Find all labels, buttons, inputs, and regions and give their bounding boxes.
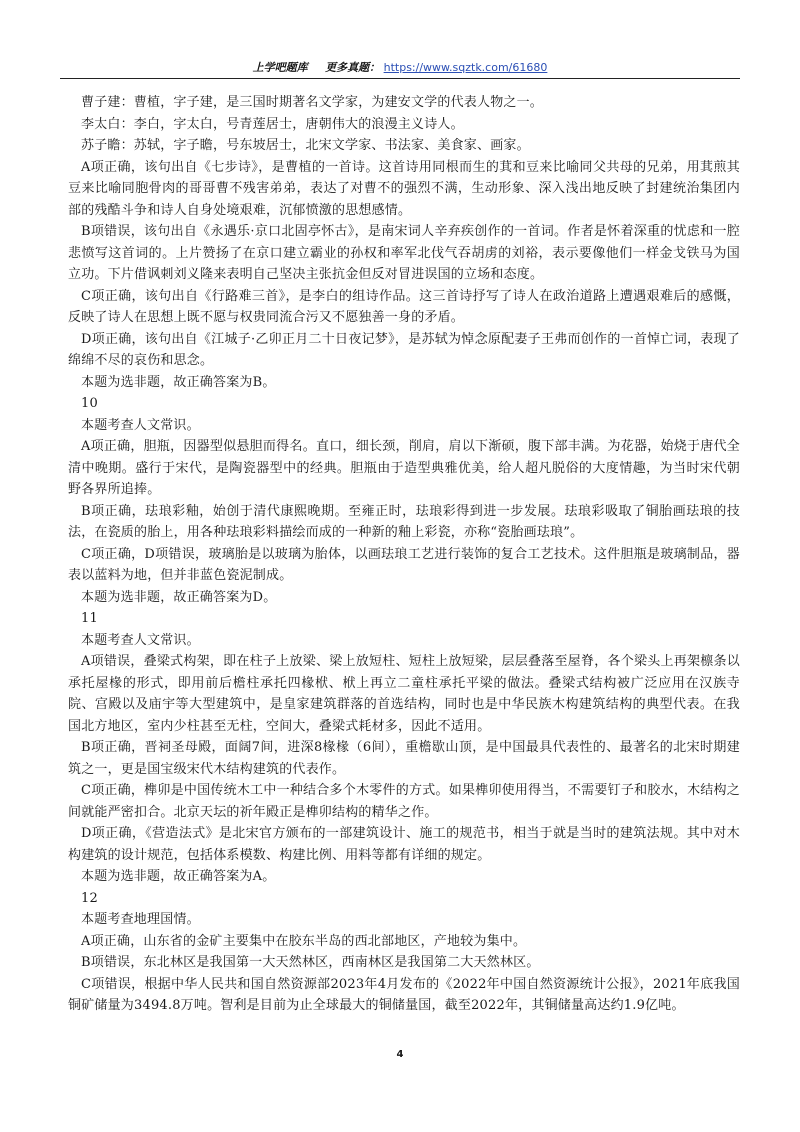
paragraph: A项正确，山东省的金矿主要集中在胶东半岛的西北部地区，产地较为集中。 — [81, 933, 527, 949]
header-divider — [60, 78, 740, 79]
question-number: 10 — [81, 396, 98, 411]
paragraph: C项正确，该句出自《行路难三首》，是李白的组诗作品。这三首诗抒写了诗人在政治道路上遭遇艰难后的感慨，反映了诗人在思想上既不愿与权贵同流合污又不愿独善一身的矛盾。 — [68, 288, 740, 325]
paragraph: D项正确，该句出自《江城子·乙卯正月二十日夜记梦》，是苏轼为悼念原配妻子王弗而创作的一首悼亡词，表现了绵绵不尽的哀伤和思念。 — [68, 331, 740, 368]
header-url-link[interactable]: https://www.sqztk.com/61680 — [383, 61, 548, 74]
paragraph: B项正确，晋祠圣母殿，面阔7间，进深8椽椽（6间），重檐歇山顶，是中国最具代表性的、最著名的北宋时期建筑之一，更是国宝级宋代木结构建筑的代表作。 — [68, 740, 740, 777]
paragraph: C项错误，根据中华人民共和国自然资源部2023年4月发布的《2022年中国自然资源统计公报》，2021年底我国铜矿储量为3494.8万吨。智利是目前为止全球最大的铜储量国，截至2022年，其铜储量高达约1.9亿吨。 — [68, 976, 740, 1013]
paragraph: A项正确，胆瓶，因器型似悬胆而得名。直口，细长颈，削肩，肩以下渐硕，腹下部丰满。为花器，始烧于唐代全清中晚期。盛行于宋代，是陶瓷器型中的经典。胆瓶由于造型典雅优美，给人超凡脱俗的大度情趣，为当时宋代朝野各界所追捧。 — [68, 439, 740, 497]
paragraph: 曹子建：曹植，字子建，是三国时期著名文学家，为建安文学的代表人物之一。 — [81, 95, 544, 110]
paragraph: B项错误，东北林区是我国第一大天然林区，西南林区是我国第二大天然林区。 — [81, 955, 540, 970]
paragraph: C项正确，榫卯是中国传统木工中一种结合多个木零件的方式。如果榫卯使用得当，不需要钉子和胶水，木结构之间就能严密扣合。北京天坛的祈年殿正是榫卯结构的精华之作。 — [68, 783, 740, 820]
paragraph: B项正确，珐琅彩釉，始创于清代康熙晚期。至雍正时，珐琅彩得到进一步发展。珐琅彩吸取了铜胎画珐琅的技法，在瓷质的胎上，用各种珐琅彩料描绘而成的一种新的釉上彩瓷，亦称“瓷胎画珐琅”。 — [68, 503, 740, 540]
paragraph: 本题为选非题，故正确答案为A。 — [81, 869, 276, 884]
paragraph: 本题考查人文常识。 — [81, 417, 200, 433]
paragraph: 本题为选非题，故正确答案为D。 — [81, 589, 277, 605]
paragraph: B项错误，该句出自《永遇乐·京口北固亭怀古》，是南宋词人辛弃疾创作的一首词。作者是怀着深重的忧虑和一腔悲愤写这首词的。上片赞扬了在京口建立霸业的孙权和率军北伐气吞胡虏的刘裕，表示要像他们一样金戈铁马为国立功。下片借讽刺刘义隆来表明自己坚决主张抗金但反对冒进误国的立场和态度。 — [68, 224, 740, 282]
page-header — [60, 60, 740, 76]
paragraph: 苏子瞻：苏轼，字子瞻，号东坡居士，北宋文学家、书法家、美食家、画家。 — [81, 138, 530, 153]
document-body — [68, 92, 740, 1017]
question-number: 12 — [81, 890, 98, 906]
question-number: 11 — [81, 611, 98, 626]
paragraph: A项错误，叠梁式构架，即在柱子上放梁、梁上放短柱、短柱上放短梁，层层叠落至屋脊，各个梁头上再架檩条以承托屋椽的形式，即用前后檐柱承托四椽栿、栿上再立二童柱承托平梁的做法。叠梁式结构被广泛应用在汉族寺院、宫殿以及庙宇等大型建筑中，是皇家建筑群落的首选结构，同时也是中华民族木构建筑结构的典型代表。在我国北方地区，室内少柱甚至无柱，空间大，叠梁式耗材多，因此不适用。 — [68, 654, 740, 734]
paragraph: A项正确，该句出自《七步诗》，是曹植的一首诗。这首诗用同根而生的萁和豆来比喻同父共母的兄弟，用萁煎其豆来比喻同胞骨肉的哥哥曹不残害弟弟，表达了对曹不的强烈不满，生动形象、深入浅出地反映了封建统治集团内部的残酷斗争和诗人自身处境艰难，沉郁愤激的思想感情。 — [68, 159, 740, 218]
header-brand: 上学吧题库 — [252, 61, 308, 74]
header-more-label: 更多真题： — [325, 61, 381, 74]
paragraph: 本题为选非题，故正确答案为B。 — [81, 374, 276, 390]
paragraph: D项正确，《营造法式》是北宋官方颁布的一部建筑设计、施工的规范书，相当于就是当时的建筑法规。其中对木构建筑的设计规范，包括体系模数、构建比例、用料等都有详细的规定。 — [68, 826, 740, 863]
paragraph: 本题考查人文常识。 — [81, 632, 200, 648]
paragraph: 本题考查地理国情。 — [81, 912, 200, 927]
paragraph: 李太白：李白，字太白，号青莲居士，唐朝伟大的浪漫主义诗人。 — [81, 116, 464, 132]
paragraph: C项正确，D项错误，玻璃胎是以玻璃为胎体，以画珐琅工艺进行装饰的复合工艺技术。这件胆瓶是玻璃制品，器表以蓝料为地，但并非蓝色瓷泥制成。 — [68, 546, 740, 583]
page-number: 4 — [396, 1049, 404, 1060]
